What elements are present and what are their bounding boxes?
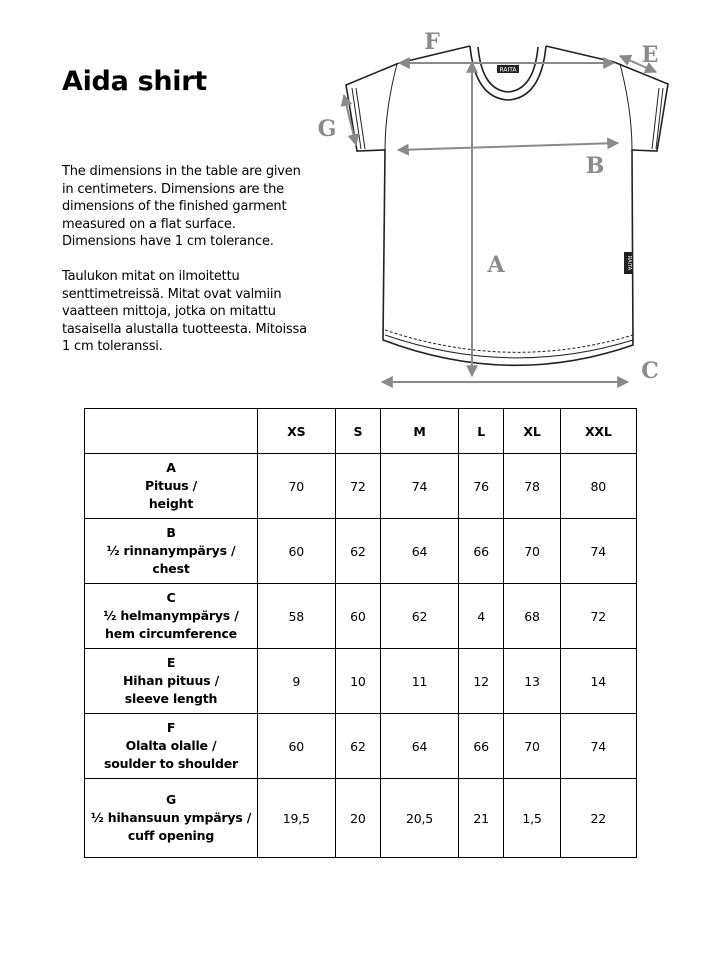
value-cell: 64 <box>381 519 459 584</box>
size-header: XS <box>258 409 336 454</box>
value-cell: 74 <box>560 714 636 779</box>
row-name-fi: ½ hihansuun ympärys / <box>90 810 252 825</box>
row-name-fi: Hihan pituus / <box>123 673 219 688</box>
label-c: C <box>641 358 659 384</box>
value-cell: 60 <box>258 714 336 779</box>
arrow-b <box>398 143 618 150</box>
value-cell: 62 <box>335 714 381 779</box>
table-row <box>85 454 637 519</box>
value-cell: 13 <box>504 649 560 714</box>
value-cell: 72 <box>560 584 636 649</box>
row-name-fi: ½ rinnanympärys / <box>106 543 236 558</box>
page-title: Aida shirt <box>62 66 207 97</box>
label-f: F <box>424 29 440 55</box>
row-code: B <box>166 525 176 540</box>
label-b: B <box>585 153 605 179</box>
value-cell: 19,5 <box>258 779 336 858</box>
intro-english: The dimensions in the table are given in centimeters. Dimensions are the dimensions of the finished garment measured on a flat surface. Dimensions have 1 cm tolerance. <box>62 164 301 250</box>
size-header: XXL <box>560 409 636 454</box>
intro-finnish: Taulukon mitat on ilmoitettu senttimetreissä. Mitat ovat valmiin vaatteen mittoja, jotka on mitattu tasaisella alustalla tuotteesta. Mitoissa 1 cm toleranssi. <box>62 269 307 355</box>
row-label <box>85 649 258 714</box>
value-cell: 62 <box>381 584 459 649</box>
measurement-arrows <box>344 56 656 382</box>
row-label <box>85 454 258 519</box>
size-header: L <box>458 409 504 454</box>
value-cell: 72 <box>335 454 381 519</box>
neck-tag: RAITA <box>499 66 517 74</box>
row-name-en: sleeve length <box>124 691 218 706</box>
row-code: E <box>166 655 176 670</box>
value-cell: 9 <box>258 649 336 714</box>
table-row <box>85 714 637 779</box>
corner-cell <box>85 409 258 454</box>
value-cell: 70 <box>504 714 560 779</box>
row-name-en: hem circumference <box>105 626 237 641</box>
row-name-fi: ½ helmanympärys / <box>103 608 239 623</box>
row-name-en: chest <box>152 561 190 576</box>
value-cell: 60 <box>258 519 336 584</box>
value-cell: 21 <box>458 779 504 858</box>
row-name-fi: Olalta olalle / <box>125 738 217 753</box>
row-name-fi: Pituus / <box>145 478 197 493</box>
table-row <box>85 519 637 584</box>
value-cell: 20,5 <box>381 779 459 858</box>
value-cell: 11 <box>381 649 459 714</box>
side-tag: RAITA <box>626 255 632 271</box>
value-cell: 70 <box>504 519 560 584</box>
value-cell: 58 <box>258 584 336 649</box>
value-cell: 10 <box>335 649 381 714</box>
value-cell: 80 <box>560 454 636 519</box>
value-cell: 22 <box>560 779 636 858</box>
row-name-en: height <box>148 496 194 511</box>
row-label <box>85 714 258 779</box>
label-a: A <box>487 252 505 278</box>
row-name-en: soulder to shoulder <box>104 756 238 771</box>
label-g: G <box>317 116 337 142</box>
value-cell: 70 <box>258 454 336 519</box>
size-table <box>84 408 637 858</box>
value-cell: 78 <box>504 454 560 519</box>
row-label <box>85 779 258 858</box>
row-code: C <box>166 590 176 605</box>
shirt-outline <box>346 46 668 365</box>
value-cell: 62 <box>335 519 381 584</box>
table-row <box>85 779 637 858</box>
value-cell: 74 <box>560 519 636 584</box>
size-header: XL <box>504 409 560 454</box>
value-cell: 68 <box>504 584 560 649</box>
size-header-row <box>85 409 637 454</box>
value-cell: 14 <box>560 649 636 714</box>
value-cell: 20 <box>335 779 381 858</box>
value-cell: 12 <box>458 649 504 714</box>
row-label <box>85 584 258 649</box>
size-header: S <box>335 409 381 454</box>
value-cell: 76 <box>458 454 504 519</box>
value-cell: 64 <box>381 714 459 779</box>
row-name-en: cuff opening <box>127 828 215 843</box>
label-e: E <box>641 42 659 68</box>
value-cell: 1,5 <box>504 779 560 858</box>
value-cell: 66 <box>458 519 504 584</box>
row-code: F <box>166 720 176 735</box>
shirt-diagram <box>310 28 690 398</box>
value-cell: 74 <box>381 454 459 519</box>
value-cell: 4 <box>458 584 504 649</box>
row-label <box>85 519 258 584</box>
size-header: M <box>381 409 459 454</box>
row-code: G <box>165 792 177 807</box>
value-cell: 66 <box>458 714 504 779</box>
table-row <box>85 649 637 714</box>
table-row <box>85 584 637 649</box>
value-cell: 60 <box>335 584 381 649</box>
row-code: A <box>166 460 176 475</box>
